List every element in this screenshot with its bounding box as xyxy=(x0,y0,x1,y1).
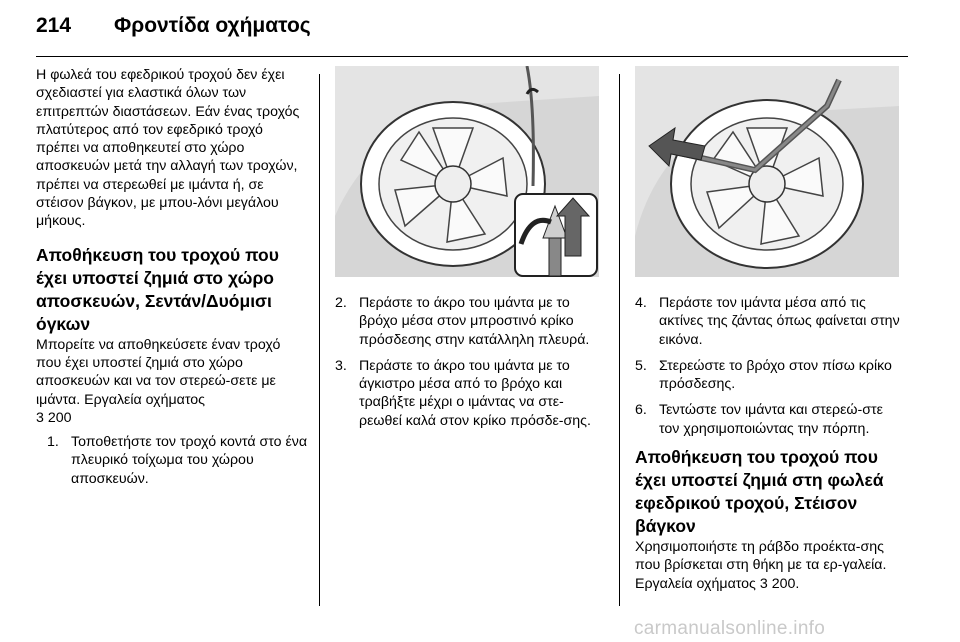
page-reference-icon: 3 xyxy=(759,575,768,592)
steps-list-2 xyxy=(335,294,605,430)
step-text: Περάστε το άκρο του ιμάντα με το άγκιστρο μέσα από το βρόχο και τραβήξτε μέχρι ο ιμάντας να στε-ρεωθεί καλά στον κρίκο πρόσδε-σης. xyxy=(359,357,591,429)
body-text: Μπορείτε να αποθηκεύσετε έναν τροχό που έχει υποστεί ζημιά στο χώρο αποσκευών και να τον στερεώ-σετε με ιμάντα. Εργαλεία οχήματος xyxy=(36,336,281,408)
column-1 xyxy=(36,66,308,496)
step-number: 6. xyxy=(635,402,647,419)
step-item xyxy=(635,357,907,394)
page-reference[interactable]: 200. xyxy=(771,575,800,592)
column-divider-1 xyxy=(319,74,320,606)
intro-paragraph: Η φωλεά του εφεδρικού τροχού δεν έχει σχεδιαστεί για ελαστικά όλων των επιτρεπτών διαστάσεων. Εάν ένας τροχός πλατύτερος από τον εφεδρικό τροχό πρέπει να αποθηκευτεί στο χώρο αποσκευών μετά την αλλαγή των τροχών, πρέπει να στερεωθεί με ιμάντα ή, σε στέισον βάγκον, με μπου-λόνι μεγάλου μήκους. xyxy=(36,67,300,230)
page-title: Φροντίδα οχήματος xyxy=(114,14,311,37)
step-number: 4. xyxy=(635,295,647,311)
header-divider xyxy=(36,56,908,57)
step-item xyxy=(335,294,605,349)
step-item xyxy=(47,433,308,488)
page-reference-icon: 3 xyxy=(36,409,44,426)
illustration-strap-spokes-drawing xyxy=(635,66,899,277)
watermark: carmanualsonline.info xyxy=(634,618,826,639)
column-3 xyxy=(635,66,907,593)
section-heading-estate: Αποθήκευση του τροχού που έχει υποστεί ζημιά στη φωλεά εφεδρικού τροχού, Στέισον βάγκον xyxy=(635,447,884,537)
body-text: Χρησιμοποιήστε τη ράβδο προέκτα-σης που βρίσκεται στη θήκη με τα ερ-γαλεία. Εργαλεία οχήματος xyxy=(635,539,887,592)
illustration-strap-spokes xyxy=(635,66,899,277)
column-divider-2 xyxy=(619,74,620,606)
step-number: 2. xyxy=(335,295,347,311)
step-number: 1. xyxy=(47,434,59,451)
section-body-sedan xyxy=(36,336,308,427)
page-number: 214 xyxy=(36,14,72,37)
step-number: 5. xyxy=(635,357,647,374)
step-number: 3. xyxy=(335,357,347,374)
step-text: Περάστε το άκρο του ιμάντα με το βρόχο μέσα στον μπροστινό κρίκο πρόσδεσης στην κατάλληλη πλευρά. xyxy=(359,295,590,348)
steps-list-1 xyxy=(36,433,308,488)
steps-list-3 xyxy=(635,294,907,438)
step-item xyxy=(635,294,907,349)
step-text: Στερεώστε το βρόχο στον πίσω κρίκο πρόσδεσης. xyxy=(659,357,892,393)
step-text: Τοποθετήστε τον τροχό κοντά στο ένα πλευρικό τοίχωμα του χώρου αποσκευών. xyxy=(71,434,308,487)
illustration-strap-hook-drawing xyxy=(335,66,599,277)
step-text: Περάστε τον ιμάντα μέσα από τις ακτίνες της ζάντας όπως φαίνεται στην εικόνα. xyxy=(659,295,900,348)
illustration-strap-hook xyxy=(335,66,599,277)
section-body-estate xyxy=(635,538,907,593)
step-item xyxy=(335,357,605,430)
page-header xyxy=(36,14,311,44)
page-reference[interactable]: 200 xyxy=(47,409,72,426)
section-heading-sedan: Αποθήκευση του τροχού που έχει υποστεί ζημιά στο χώρο αποσκευών, Σεντάν/Δυόμισι όγκων xyxy=(36,244,279,334)
step-item xyxy=(635,401,907,438)
step-text: Τεντώστε τον ιμάντα και στερεώ-στε τον χρησιμοποιώντας την πόρπη. xyxy=(659,402,883,437)
column-2 xyxy=(335,66,605,438)
